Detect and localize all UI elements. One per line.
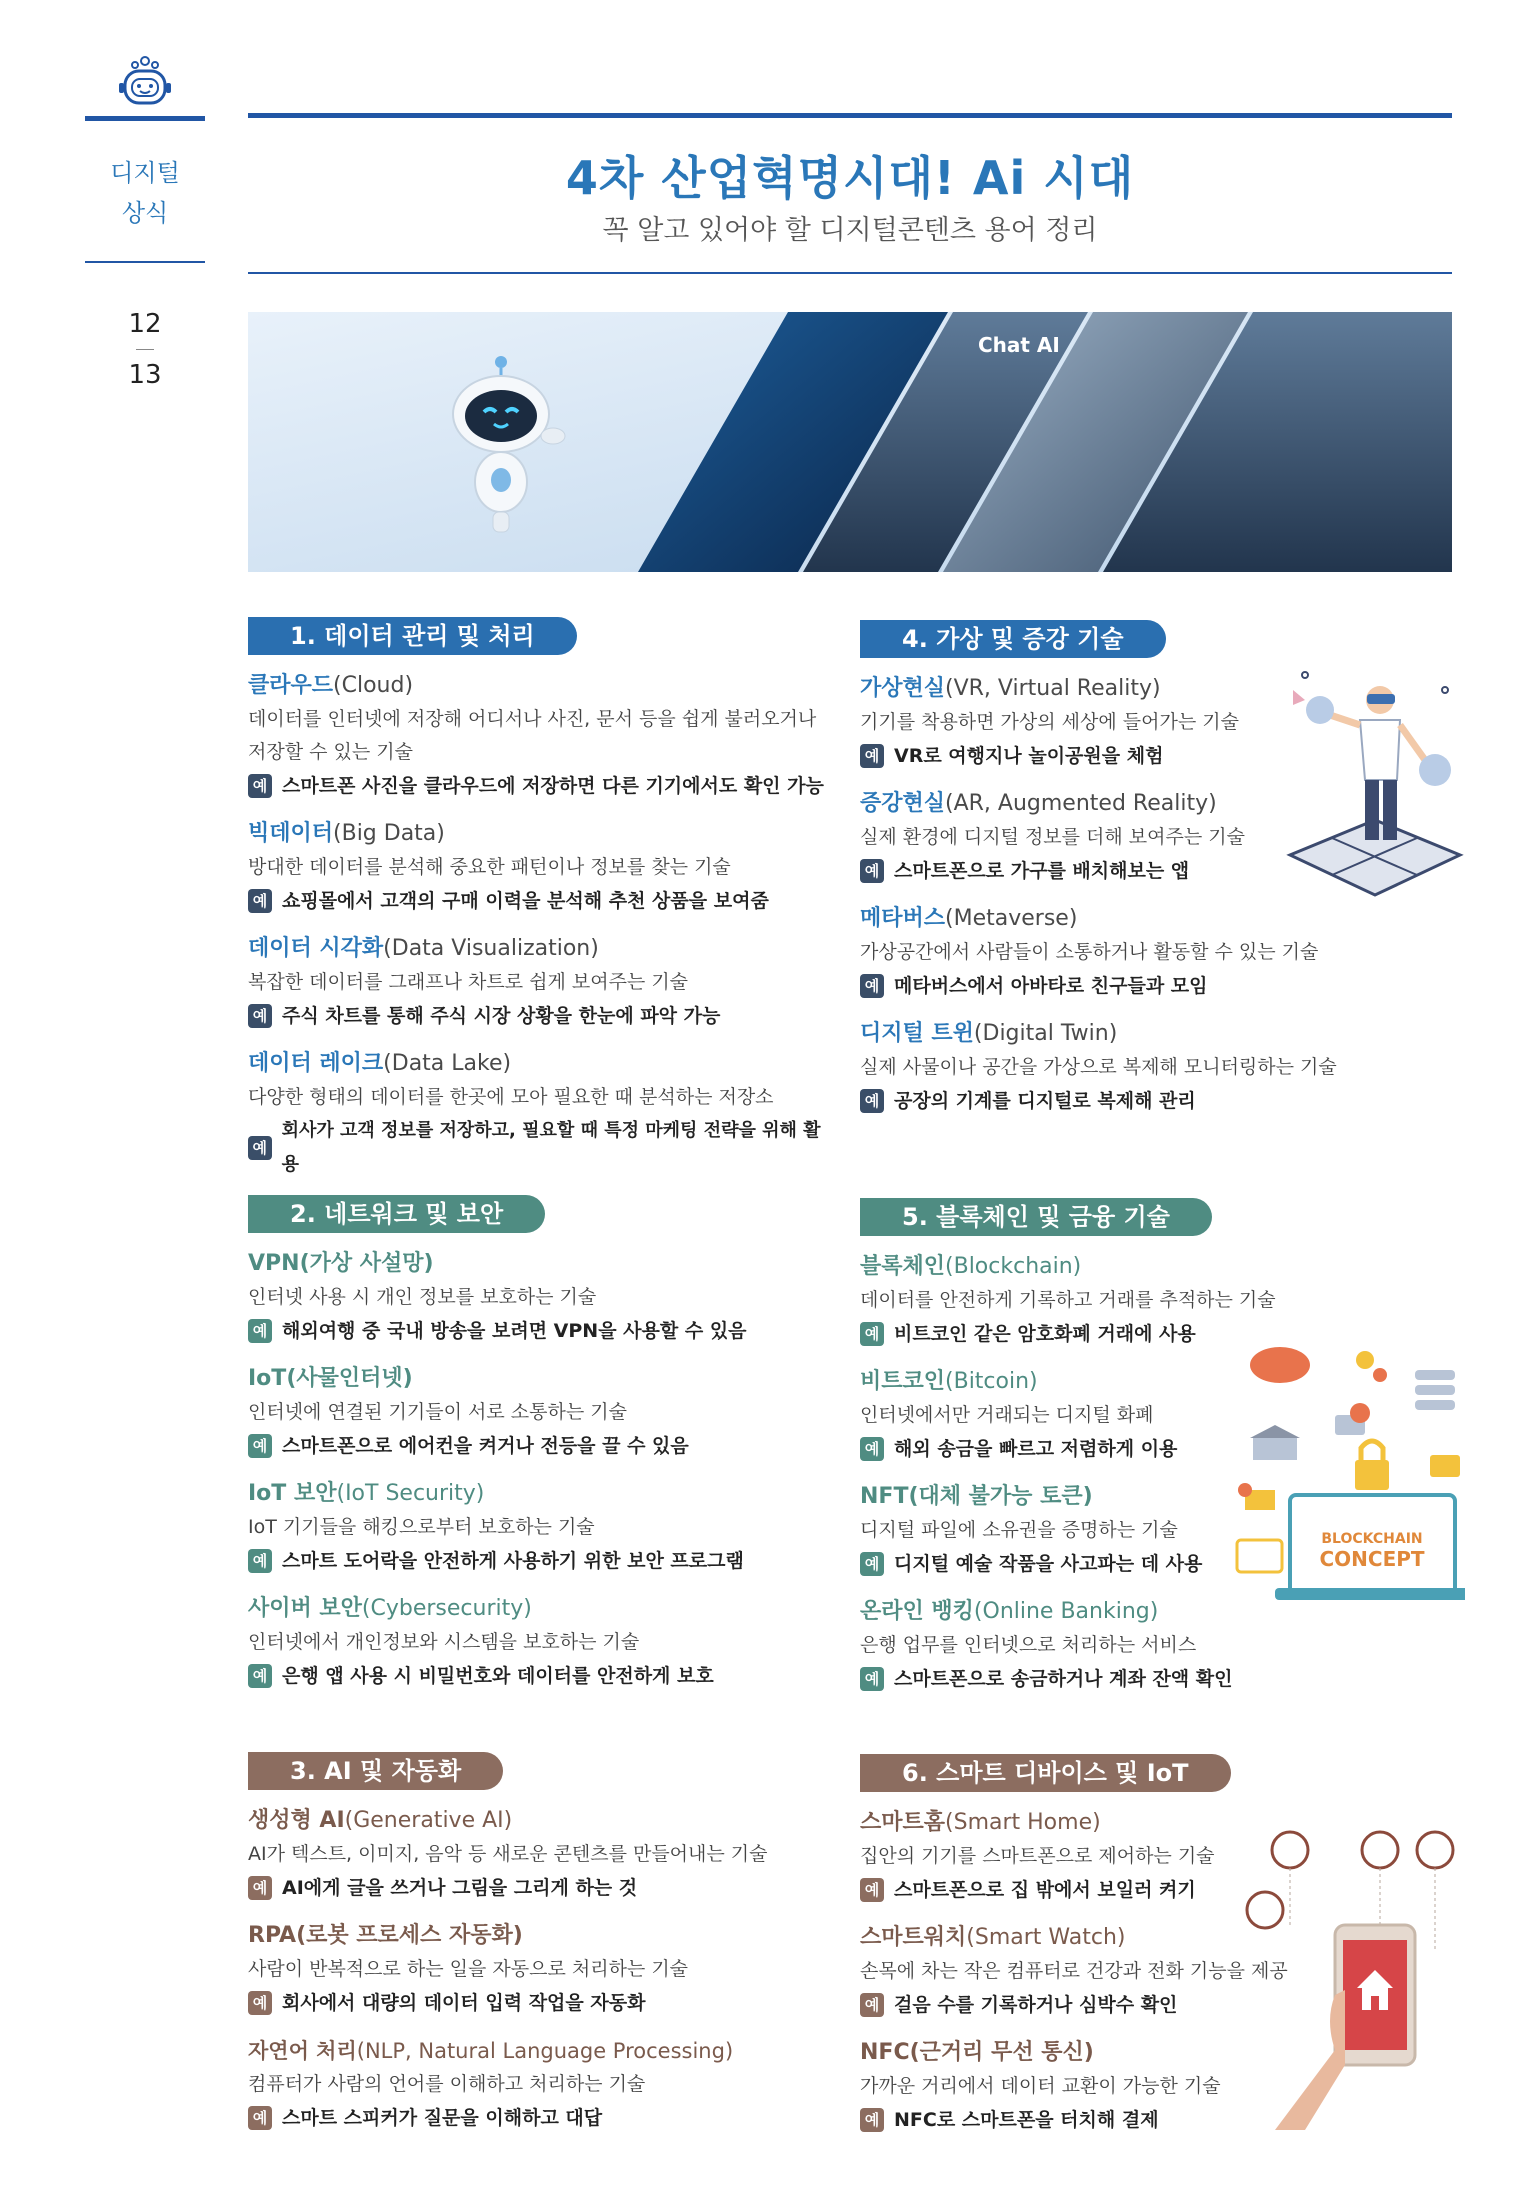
example-badge: 예: [860, 1322, 884, 1346]
term-name: 블록체인: [860, 1254, 946, 1279]
term-item: [248, 2034, 828, 2135]
header-top-bar: [248, 113, 1452, 118]
term-name: 자연어 처리: [248, 2039, 357, 2063]
term-english: (AR, Augmented Reality): [945, 791, 1217, 816]
term-item: [248, 1477, 828, 1578]
term-description: AI가 텍스트, 이미지, 음악 등 새로운 콘텐츠를 만들어내는 기술: [248, 1843, 768, 1865]
page-number-top: 12: [128, 308, 162, 339]
term-description: 손목에 차는 작은 컴퓨터로 건강과 전화 기능을 제공: [860, 1960, 1288, 1982]
section-heading: 4. 가상 및 증강 기술: [860, 620, 1166, 658]
term-title: [248, 1919, 828, 1953]
left-column-3: [248, 1752, 828, 2135]
term-name: 사이버 보안: [248, 1596, 362, 1621]
term-english: (Metaverse): [945, 906, 1078, 931]
term-name: VPN: [248, 1251, 300, 1276]
term-english: (대체 불가능 토큰): [908, 1484, 1093, 1509]
term-item: [248, 1919, 828, 2020]
term-title: [248, 1362, 828, 1396]
example-badge: 예: [248, 774, 272, 798]
example-text: 스마트폰으로 송금하거나 계좌 잔액 확인: [894, 1668, 1233, 1690]
left-column: [248, 617, 828, 1182]
term-description: 방대한 데이터를 분석해 중요한 패턴이나 정보를 찾는 기술: [248, 856, 731, 878]
term-description: 컴퓨터가 사람의 언어를 이해하고 처리하는 기술: [248, 2073, 646, 2095]
smart-home-illustration: [1245, 1830, 1460, 2130]
sidebar-top-bar: [85, 116, 205, 121]
term-example: [248, 1986, 828, 2020]
section-heading: 2. 네트워크 및 보안: [248, 1195, 545, 1233]
term-name: 증강현실: [860, 791, 946, 816]
term-description: 인터넷에서만 거래되는 디지털 화폐: [860, 1404, 1154, 1426]
example-badge: 예: [860, 1993, 884, 2017]
example-text: 은행 앱 사용 시 비밀번호와 데이터를 안전하게 보호: [282, 1665, 714, 1687]
example-badge: 예: [248, 1434, 272, 1458]
sidebar-category: 디지털 상식: [110, 159, 180, 227]
page-number: [85, 307, 205, 392]
term-name: 디지털 트윈: [860, 1021, 974, 1046]
term-name: 데이터 시각화: [248, 936, 384, 961]
term-example: [860, 1662, 1440, 1696]
page-number-dash: [136, 349, 154, 350]
term-description: 기기를 착용하면 가상의 세상에 들어가는 기술: [860, 711, 1239, 733]
term-name: 비트코인: [860, 1369, 946, 1394]
term-example: [248, 999, 828, 1033]
term-title: [248, 669, 828, 703]
term-english: (Cybersecurity): [361, 1596, 532, 1621]
term-english: (Data Lake): [383, 1051, 512, 1076]
term-example: [248, 884, 828, 918]
term-example: [248, 769, 828, 803]
example-badge: 예: [248, 1136, 272, 1160]
term-item: [248, 1804, 828, 1905]
section-3: [248, 1752, 828, 2135]
example-text: VR로 여행지나 놀이공원을 체험: [894, 745, 1164, 767]
example-badge: 예: [860, 1437, 884, 1461]
term-name: 생성형 AI: [248, 1808, 345, 1833]
example-text: 스마트 도어락을 안전하게 사용하기 위한 보안 프로그램: [282, 1550, 744, 1572]
term-item: [860, 1250, 1440, 1351]
term-description: 복잡한 데이터를 그래프나 차트로 쉽게 보여주는 기술: [248, 971, 689, 993]
blockchain-illustration: [1235, 1340, 1465, 1600]
term-description: 인터넷에 연결된 기기들이 서로 소통하는 기술: [248, 1401, 627, 1423]
term-english: (Blockchain): [945, 1254, 1082, 1279]
term-title: [248, 1592, 828, 1626]
term-item: [248, 1247, 828, 1348]
term-description: 디지털 파일에 소유권을 증명하는 기술: [860, 1519, 1178, 1541]
section-heading: 1. 데이터 관리 및 처리: [248, 617, 577, 655]
example-text: 쇼핑몰에서 고객의 구매 이력을 분석해 추천 상품을 보여줌: [282, 890, 769, 912]
sidebar: [85, 55, 205, 392]
term-english: (Online Banking): [973, 1599, 1159, 1624]
example-text: NFC로 스마트폰을 터치해 결제: [894, 2109, 1159, 2131]
example-badge: 예: [248, 889, 272, 913]
page-subtitle: 꼭 알고 있어야 할 디지털콘텐츠 용어 정리: [602, 215, 1098, 246]
term-description: 가까운 거리에서 데이터 교환이 가능한 기술: [860, 2075, 1221, 2097]
term-english: (NLP, Natural Language Processing): [356, 2039, 734, 2063]
example-text: 스마트폰으로 가구를 배치해보는 앱: [894, 860, 1190, 882]
term-name: 빅데이터: [248, 821, 334, 846]
term-name: 스마트홈: [860, 1810, 946, 1835]
term-item: [248, 932, 828, 1033]
term-english: (Smart Watch): [966, 1925, 1126, 1950]
term-english: (Big Data): [333, 821, 445, 846]
term-item: [248, 1592, 828, 1693]
example-badge: 예: [860, 2108, 884, 2132]
example-text: 스마트폰으로 집 밖에서 보일러 켜기: [894, 1879, 1196, 1901]
example-badge: 예: [248, 1319, 272, 1343]
term-title: [248, 2034, 828, 2068]
example-text: 걸음 수를 기록하거나 심박수 확인: [894, 1994, 1178, 2016]
term-example: [248, 2101, 828, 2135]
term-english: (사물인터넷): [286, 1366, 413, 1391]
example-badge: 예: [860, 1552, 884, 1576]
example-text: 메타버스에서 아바타로 친구들과 모임: [894, 975, 1208, 997]
section-heading: 5. 블록체인 및 금융 기술: [860, 1198, 1212, 1236]
term-item: [248, 1047, 828, 1182]
term-item: [860, 1595, 1440, 1696]
left-column-2: [248, 1195, 828, 1693]
example-badge: 예: [248, 1876, 272, 1900]
example-text: AI에게 글을 쓰거나 그림을 그리게 하는 것: [282, 1877, 638, 1899]
term-title: [860, 1250, 1440, 1284]
term-example: [248, 1114, 828, 1182]
term-description: 데이터를 안전하게 기록하고 거래를 추적하는 기술: [860, 1289, 1276, 1311]
term-english: (로봇 프로세스 자동화): [296, 1923, 523, 1948]
term-name: NFC: [860, 2040, 910, 2065]
term-example: [248, 1871, 828, 1905]
blockchain-label-1: BLOCKCHAIN: [1321, 1531, 1423, 1547]
example-text: 해외여행 중 국내 방송을 보려면 VPN을 사용할 수 있음: [282, 1320, 747, 1342]
section-1: [248, 617, 828, 1182]
term-example: [248, 1659, 828, 1693]
term-description: 가상공간에서 사람들이 소통하거나 활동할 수 있는 기술: [860, 941, 1319, 963]
term-title: [248, 1804, 828, 1838]
example-badge: 예: [248, 1549, 272, 1573]
term-item: [860, 902, 1440, 1003]
term-item: [860, 1017, 1440, 1118]
term-name: 데이터 레이크: [248, 1051, 384, 1076]
sidebar-divider: [85, 261, 205, 263]
term-example: [860, 969, 1440, 1003]
term-name: RPA: [248, 1923, 297, 1948]
example-badge: 예: [860, 1667, 884, 1691]
vr-person-illustration: [1285, 670, 1465, 910]
term-description: IoT 기기들을 해킹으로부터 보호하는 기술: [248, 1516, 595, 1538]
term-english: (Data Visualization): [383, 936, 599, 961]
term-title: [860, 1017, 1440, 1051]
term-example: [248, 1429, 828, 1463]
header-bottom-line: [248, 272, 1452, 274]
term-name: 메타버스: [860, 906, 946, 931]
term-english: (근거리 무선 통신): [909, 2040, 1094, 2065]
section-2: [248, 1195, 828, 1693]
term-title: [248, 1047, 828, 1081]
term-item: [248, 1362, 828, 1463]
term-english: (Cloud): [333, 673, 414, 698]
example-badge: 예: [860, 744, 884, 768]
example-text: 해외 송금을 빠르고 저렴하게 이용: [894, 1438, 1178, 1460]
term-description: 실제 환경에 디지털 정보를 더해 보여주는 기술: [860, 826, 1245, 848]
term-english: (VR, Virtual Reality): [945, 676, 1161, 701]
page-title: 4차 산업혁명시대! Ai 시대: [565, 151, 1135, 205]
example-badge: 예: [860, 1089, 884, 1113]
term-name: 가상현실: [860, 676, 946, 701]
hero-banner: [248, 312, 1452, 572]
term-english: (Bitcoin): [945, 1369, 1038, 1394]
example-text: 스마트폰 사진을 클라우드에 저장하면 다른 기기에서도 확인 가능: [282, 775, 824, 797]
example-text: 디지털 예술 작품을 사고파는 데 사용: [894, 1553, 1203, 1575]
term-description: 실제 사물이나 공간을 가상으로 복제해 모니터링하는 기술: [860, 1056, 1337, 1078]
term-name: 스마트워치: [860, 1925, 967, 1950]
chat-ai-label: Chat AI: [978, 333, 1060, 357]
term-name: 온라인 뱅킹: [860, 1599, 974, 1624]
term-item: [248, 817, 828, 918]
term-title: [860, 1595, 1440, 1629]
term-description: 인터넷에서 개인정보와 시스템을 보호하는 기술: [248, 1631, 640, 1653]
term-example: [860, 1084, 1440, 1118]
term-description: 사람이 반복적으로 하는 일을 자동으로 처리하는 기술: [248, 1958, 689, 1980]
term-description: 데이터를 인터넷에 저장해 어디서나 사진, 문서 등을 쉽게 불러오거나 저장할 수 있는 기술: [248, 708, 817, 763]
example-badge: 예: [248, 1004, 272, 1028]
example-badge: 예: [860, 1878, 884, 1902]
term-title: [248, 932, 828, 966]
term-title: [248, 817, 828, 851]
section-heading: 3. AI 및 자동화: [248, 1752, 503, 1790]
term-description: 인터넷 사용 시 개인 정보를 보호하는 기술: [248, 1286, 597, 1308]
term-description: 집안의 기기를 스마트폰으로 제어하는 기술: [860, 1845, 1215, 1867]
example-badge: 예: [860, 859, 884, 883]
example-badge: 예: [248, 2106, 272, 2130]
page-number-bottom: 13: [128, 359, 162, 390]
term-description: 은행 업무를 인터넷으로 처리하는 서비스: [860, 1634, 1197, 1656]
example-text: 비트코인 같은 암호화폐 거래에 사용: [894, 1323, 1196, 1345]
gear-icon: [1356, 1351, 1387, 1382]
hero-banner-image: [248, 312, 1452, 572]
term-english: (IoT Security): [336, 1481, 485, 1506]
term-english: (Generative AI): [344, 1808, 513, 1833]
example-badge: 예: [860, 974, 884, 998]
term-name: NFT: [860, 1484, 909, 1509]
term-name: 클라우드: [248, 673, 334, 698]
term-description: 다양한 형태의 데이터를 한곳에 모아 필요한 때 분석하는 저장소: [248, 1086, 774, 1108]
example-text: 스마트폰으로 에어컨을 켜거나 전등을 끌 수 있음: [282, 1435, 689, 1457]
blockchain-label-2: CONCEPT: [1319, 1547, 1425, 1571]
example-text: 회사에서 대량의 데이터 입력 작업을 자동화: [282, 1992, 646, 2014]
term-english: (가상 사설망): [299, 1251, 434, 1276]
term-item: [248, 669, 828, 803]
term-example: [248, 1314, 828, 1348]
term-name: IoT: [248, 1366, 287, 1391]
term-name: IoT 보안: [248, 1481, 337, 1506]
term-example: [248, 1544, 828, 1578]
example-text: 스마트 스피커가 질문을 이해하고 대답: [282, 2107, 603, 2129]
example-text: 공장의 기계를 디지털로 복제해 관리: [894, 1090, 1196, 1112]
example-text: 주식 차트를 통해 주식 시장 상황을 한눈에 파악 가능: [282, 1005, 721, 1027]
example-badge: 예: [248, 1991, 272, 2015]
term-english: (Smart Home): [945, 1810, 1101, 1835]
term-title: [248, 1247, 828, 1281]
example-badge: 예: [248, 1664, 272, 1688]
example-text: 회사가 고객 정보를 저장하고, 필요할 때 특정 마케팅 전략을 위해 활용: [281, 1120, 821, 1175]
term-english: (Digital Twin): [973, 1021, 1118, 1046]
section-heading: 6. 스마트 디바이스 및 IoT: [860, 1754, 1231, 1792]
term-title: [248, 1477, 828, 1511]
robot-logo-icon: [115, 55, 175, 110]
